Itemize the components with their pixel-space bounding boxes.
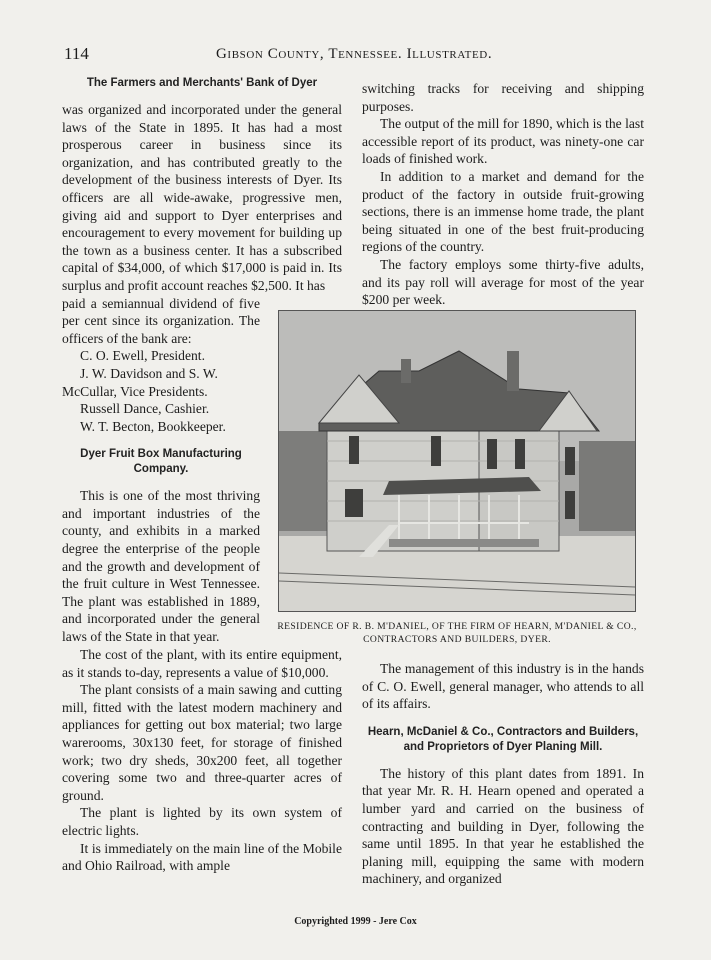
running-head: Gibson County, Tennessee. Illustrated.	[216, 46, 493, 62]
bank-paragraph: was organized and incorporated under the general laws of the State in 1895. It has had a most prosperous career in business since its organization, and has contributed greatly to the development of the business interests of Dyer. Its officers are all wide-awake, progressive men, giving aid and support to Dyer enterprises and encouragement to every movement for building up the town as a business center. It has a subscribed capital of $34,000, of which $17,000 is paid in. Its surplus and profit account reaches $2,500. It has	[62, 102, 342, 293]
right-column-bottom	[362, 660, 644, 888]
residence-photo	[278, 310, 636, 612]
fruit-box-paragraph: The cost of the plant, with its entire equipment, as it stands to-day, represents a value of $10,000.	[62, 647, 342, 680]
right-column-top	[362, 80, 644, 309]
bank-heading: The Farmers and Merchants' Bank of Dyer	[86, 77, 318, 89]
fruit-box-paragraph: The plant is lighted by its own system of electric lights.	[62, 805, 342, 838]
fruit-box-heading: Dyer Fruit Box Manufacturing Company.	[80, 448, 242, 476]
fruit-box-paragraph: The factory employs some thirty-five adults, and its pay roll will average for most of the year $200 per week.	[362, 256, 644, 308]
fruit-box-paragraph: This is one of the most thriving and important industries of the county, and exhibits in a marked degree the enterprise of the people and the growth and development of the fruit culture in West Tennessee. The plant was established in 1889, and incorporated under the general laws of the State in that year.	[62, 488, 260, 645]
fruit-box-paragraph: The output of the mill for 1890, which is the last accessible report of its product, was ninety-one car loads of finished work.	[362, 116, 644, 167]
fruit-box-paragraph: The plant consists of a main sawing and cutting mill, fitted with the latest modern machinery and appliances for getting out box material; two large warerooms, 30x130 feet, for storage of finished work; two dry sheds, 30x200 feet, all together covering some two and three-quarter acres of ground.	[62, 682, 342, 803]
officer-item: C. O. Ewell, President.	[80, 348, 205, 364]
officer-item: Russell Dance, Cashier.	[80, 401, 210, 417]
officer-item: J. W. Davidson and S. W. McCullar, Vice Presidents.	[62, 365, 218, 399]
photo-caption: RESIDENCE OF R. B. M'DANIEL, OF THE FIRM OF HEARN, M'DANIEL & CO., CONTRACTORS AND BUILDERS, DYER.	[277, 621, 637, 645]
copyright-footer: Copyrighted 1999 - Jere Cox	[294, 916, 417, 927]
hearn-paragraph: The history of this plant dates from 1891. In that year Mr. R. H. Hearn opened and operated a lumber yard and carried on the business of contracting and building in Dyer, following the same until 1895. In that year he established the planing mill, equipping the same with modern machinery, and organized	[362, 765, 644, 887]
fruit-box-continuation: switching tracks for receiving and shipping purposes.	[362, 81, 644, 114]
fruit-box-paragraph: In addition to a market and demand for the product of the factory in outside fruit-growing sections, there is an immense home trade, the plant being situated in one of the best fruit-producing regions of the country.	[362, 168, 644, 255]
officer-item: W. T. Becton, Bookkeeper.	[80, 418, 226, 434]
left-column-bottom	[62, 646, 342, 875]
officer-list	[62, 347, 260, 435]
fruit-box-paragraph: It is immediately on the main line of the Mobile and Ohio Railroad, with ample	[62, 840, 342, 874]
fruit-box-paragraph: The management of this industry is in the hands of C. O. Ewell, general manager, who attends to all of its affairs.	[362, 661, 644, 712]
hearn-heading: Hearn, McDaniel & Co., Contractors and Builders, and Proprietors of Dyer Planing Mill.	[367, 725, 639, 753]
bank-paragraph-narrow: paid a semiannual dividend of five per cent since its organization. The officers of the bank are:	[62, 295, 260, 346]
page-number: 114	[64, 44, 89, 63]
